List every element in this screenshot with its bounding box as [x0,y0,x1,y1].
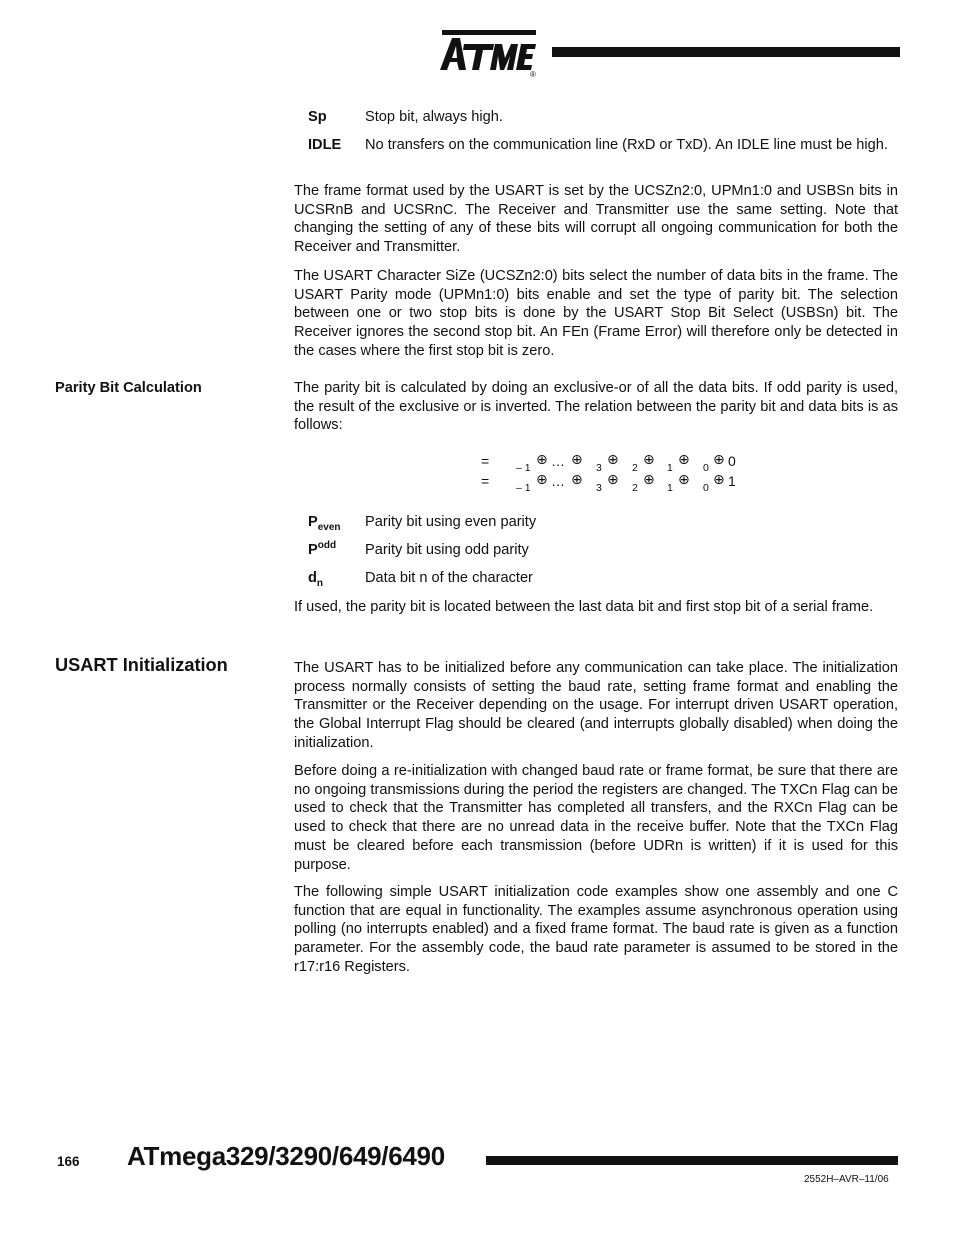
parity-intro-paragraph: The parity bit is calculated by doing an exclusive-or of all the data bits. If odd parity is used, the result of the exclusive or is inverted. The relation between the parity bit and data bits is as follows: [294,380,898,434]
subscript-n-minus-1: – 1 [516,462,531,474]
usart-init-paragraph-2: Before doing a re-initialization with changed baud rate or frame format, be sure that there are no ongoing transmissions during the period the registers are changed. The TXCn Flag can be used to check that the Transmitter has completed all transfers, and the RXCn Flag can be used to check that there are no unread data in the receive buffer. Note that the TXCn Flag must be cleared before each transmission (before UDRn is written) if it is used for this purpose. [294,763,898,873]
footer-rule [486,1156,898,1165]
subscript-3: 3 [596,482,602,494]
usart-init-paragraph-3: The following simple USART initialization code examples show one assembly and one C function that are equal in functionality. The examples assume asynchronous operation using polling (no interrupts enabled) and a fixed frame format. The baud rate is given as a function parameter. For the assembly code, the baud rate parameter is assumed to be stored in the r17:r16 Registers. [294,884,898,975]
definition-term-p-even: $P_{even}$ [308,514,341,533]
xor-symbol: ⊕ [536,471,548,487]
xor-symbol: ⊕ [713,471,725,487]
xor-symbol: ⊕ [643,451,655,467]
definition-desc-p-even: Parity bit using even parity [365,514,537,530]
constant-value: 1 [728,473,736,489]
definition-desc-sp: Stop bit, always high. [365,109,503,125]
frame-format-paragraph: The frame format used by the USART is set by the UCSZn2:0, UPMn1:0 and USBSn bits in UCSRnB and UCSRnC. The Receiver and Transmitter use the same setting. Note that changing the setting of any of these bits will corrupt all ongoing communication for both the Receiver and Transmitter. [294,183,898,256]
xor-symbol: ⊕ [571,471,583,487]
xor-symbol: ⊕ [678,471,690,487]
definition-desc-d-n: Data bit n of the character [365,570,533,586]
subscript-n: n [316,577,324,589]
subscript-1: 1 [667,482,673,494]
ellipsis: … [551,453,565,469]
ellipsis: … [551,473,565,489]
subscript-2: 2 [632,482,638,494]
subscript-1: 1 [667,462,673,474]
document-title: ATmega329/3290/649/6490 [127,1141,445,1171]
definition-term-sp: Sp [308,109,327,125]
definition-desc-idle: No transfers on the communication line (RxD or TxD). An IDLE line must be high. [365,137,888,153]
equals-sign: = [481,453,490,469]
xor-symbol: ⊕ [607,451,619,467]
character-size-paragraph: The USART Character SiZe (UCSZn2:0) bits select the number of data bits in the frame. The USART Parity mode (UPMn1:0) bits enable and set the type of parity bit. The selection between one or two stop bits is done by the USART Stop Bit Select (USBSn) bit. The Receiver ignores the second stop bit. An FEn (Frame Error) will therefore only be detected in the cases where the first stop bit is zero. [294,268,898,359]
subscript-even: even [317,521,341,533]
usart-init-paragraph-1: The USART has to be initialized before any communication can take place. The initialization process normally consists of setting the baud rate, setting frame format and enabling the Transmitter or the Receiver depending on the usage. For interrupt driven USART operation, the Global Interrupt Flag should be cleared (and interrupts globally disabled) when doing the initialization. [294,660,898,751]
xor-symbol: ⊕ [536,451,548,467]
registered-mark: ® [530,70,536,78]
header-rule [552,47,900,57]
parity-section-heading: Parity Bit Calculation [55,380,202,396]
document-code: 2552H–AVR–11/06 [804,1174,889,1185]
equals-sign: = [481,473,490,489]
xor-symbol: ⊕ [713,451,725,467]
constant-value: 0 [728,453,736,469]
subscript-0: 0 [703,482,709,494]
definition-term-idle: IDLE [308,137,342,153]
page-number: 166 [57,1154,80,1169]
definition-term-p-odd: $P^{odd}$ [308,540,337,558]
xor-symbol: ⊕ [678,451,690,467]
atmel-logo [438,30,540,78]
xor-symbol: ⊕ [643,471,655,487]
superscript-odd: odd [317,540,337,552]
definition-term-d-n: $d_n$ [308,570,324,589]
definition-desc-p-odd: Parity bit using odd parity [365,542,529,558]
subscript-n-minus-1: – 1 [516,482,531,494]
subscript-3: 3 [596,462,602,474]
subscript-0: 0 [703,462,709,474]
parity-location-paragraph: If used, the parity bit is located between the last data bit and first stop bit of a serial frame. [294,599,874,615]
usart-init-heading: USART Initialization [55,655,228,675]
subscript-2: 2 [632,462,638,474]
xor-symbol: ⊕ [571,451,583,467]
xor-symbol: ⊕ [607,471,619,487]
